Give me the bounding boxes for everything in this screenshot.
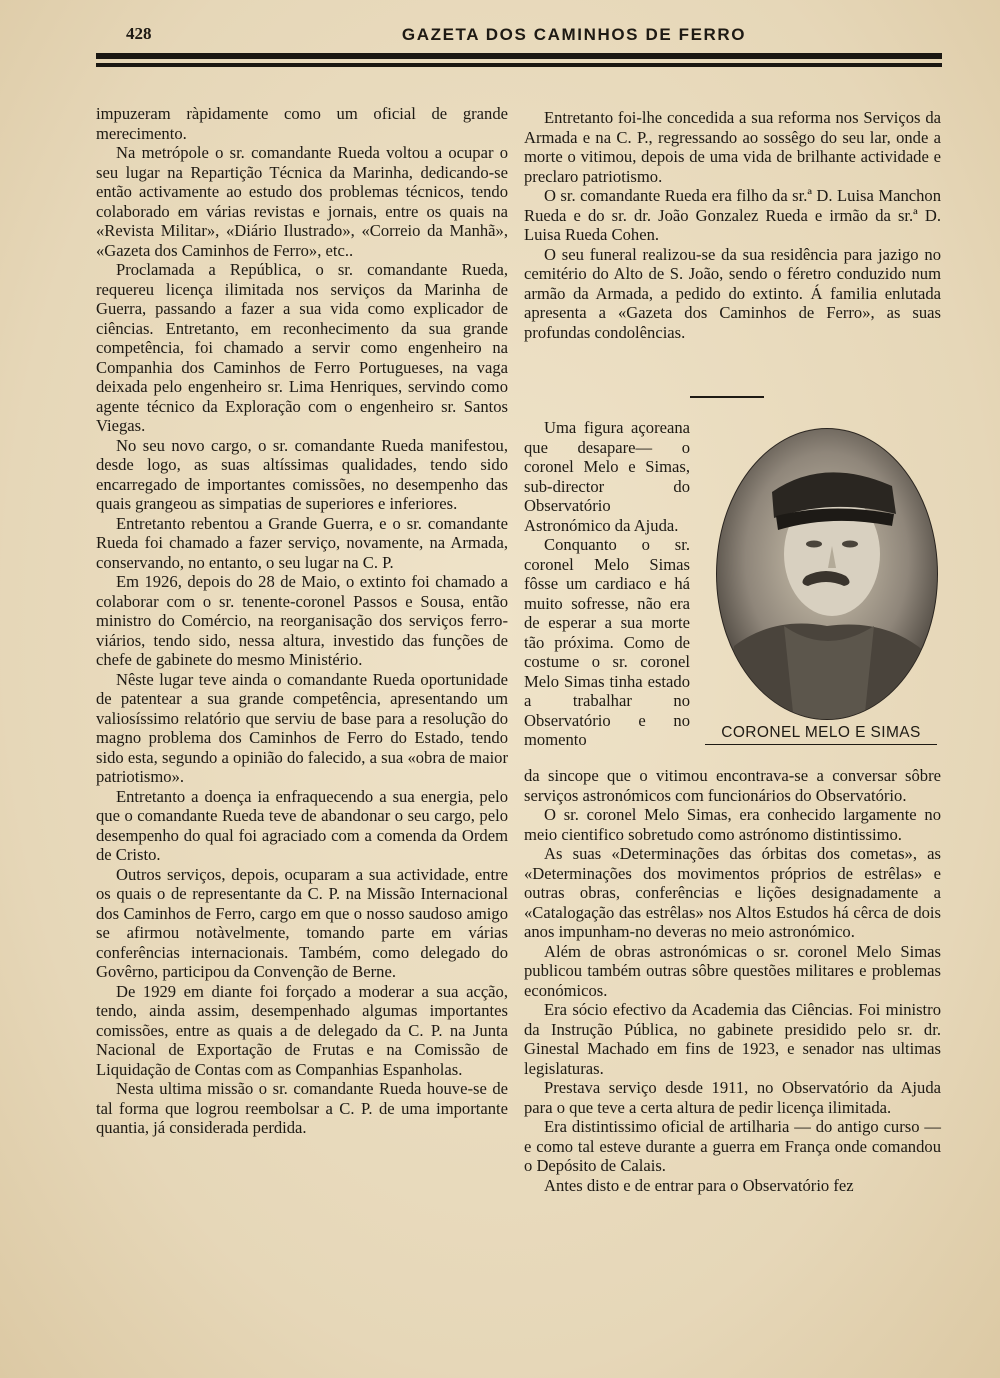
paragraph: Na metrópole o sr. comandante Rueda voltou a ocupar o seu lugar na Repartição Técnica da Marinha, dedicando-se então activamente ao estudo dos problemas técnicos, tendo colaborado em várias revistas e jornais, entre os quais na «Revista Militar», «Diário Ilustrado», «Correio da Manhã», «Gazeta dos Caminhos de Ferro», etc.. [96, 143, 508, 260]
paragraph: Entretanto foi-lhe concedida a sua reforma nos Serviços da Armada e na C. P., regressando ao sossêgo do seu lar, onde a morte o vitimou, depois de uma vida de brilhante actividade e preclaro patriotismo. [524, 108, 941, 186]
header-rule-thin [96, 63, 942, 67]
portrait-photo [714, 426, 940, 722]
right-column-narrow [524, 418, 690, 750]
right-column-bottom [524, 766, 941, 1195]
paragraph: Entretanto a doença ia enfraquecendo a sua energia, pelo que o comandante Rueda teve de abandonar o seu cargo, pelo desempenho do qual foi agraciado com a comenda da Ordem de Cristo. [96, 786, 508, 864]
paragraph: As suas «Determinações das órbitas dos cometas», as «Determinações dos movimentos próprios de estrêlas» e outras obras, conferências e lições designadamente a «Catalogação das estrêlas» nos Altos Estudos há cêrca de dois anos impunham-no deveras no meio astronómico. [524, 844, 941, 941]
paragraph: impuzeram ràpidamente como um oficial de grande merecimento. [96, 104, 508, 143]
paragraph: Prestava serviço desde 1911, no Observatório da Ajuda para o que teve a certa altura de pedir licença ilimitada. [524, 1078, 941, 1117]
paragraph: Conquanto o sr. coronel Melo Simas fôsse um cardiaco e há muito sofresse, não era de esperar a sua morte tão próxima. Como de costume o sr. coronel Melo Simas tinha estado a trabalhar no Observatório e no momento [524, 535, 690, 749]
paragraph: O seu funeral realizou-se da sua residência para jazigo no cemitério do Alto de S. João, sendo o féretro conduzido num armão da Armada, a pedido do extinto. Á familia enlutada apresenta a «Gazeta dos Caminhos de Ferro», as suas profundas condolências. [524, 244, 941, 342]
left-column [96, 104, 508, 1138]
paragraph: Uma figura açoreana que desapare— o coronel Melo e Simas, sub-director do Observatório Astronómico da Ajuda. [524, 418, 690, 535]
paragraph: da sincope que o vitimou encontrava-se a conversar sôbre serviços astronómicos com funcionários do Observatório. [524, 766, 941, 805]
section-divider [690, 396, 764, 398]
paragraph: Em 1926, depois do 28 de Maio, o extinto foi chamado a colaborar com o sr. tenente-coronel Passos e Sousa, então ministro do Comércio, na reorganisação dos serviços ferro-viários, tendo sido, nessa altura, investido das funções de chefe de gabinete do mesmo Ministério. [96, 572, 508, 669]
paragraph: No seu novo cargo, o sr. comandante Rueda manifestou, desde logo, as suas altíssimas qualidades, tendo sido encarregado de importantes comissões, no desempenho das quais grangeou as simpatias de superiores e inferiores. [96, 435, 508, 513]
page-header [96, 24, 942, 48]
paragraph: O sr. comandante Rueda era filho da sr.ª D. Luisa Manchon Rueda e do sr. dr. João Gonzalez Rueda e irmão da sr.ª D. Luisa Rueda Cohen. [524, 186, 941, 244]
paragraph: Nêste lugar teve ainda o comandante Rueda oportunidade de patentear a sua grande competência, apresentando um valiosíssimo relatório que serviu de base para a resolução do magno problema dos Caminhos de Ferro do Estado, tendo sido esta, segundo a opinião do falecido, a sua «obra de maior patriotismo». [96, 669, 508, 786]
portrait-caption: CORONEL MELO E SIMAS [705, 724, 937, 745]
paragraph: Além de obras astronómicas o sr. coronel Melo Simas publicou também outras sôbre questões militares e problemas económicos. [524, 941, 941, 1000]
paragraph: Antes disto e de entrar para o Observatório fez [544, 1175, 854, 1195]
paragraph: Outros serviços, depois, ocuparam a sua actividade, entre os quais o de representante da C. P. na Missão Internacional dos Caminhos de Ferro, cargo em que o nosso saudoso amigo se afirmou notàvelmente, tomando parte em várias conferências internacionais. Também, como delegado do Govêrno, participou da Convenção de Berne. [96, 864, 508, 981]
paragraph: Proclamada a República, o sr. comandante Rueda, requereu licença ilimitada nos serviços da Marinha de Guerra, passando a fazer a sua vida como explicador de ciências. Entretanto, em reconhecimento da sua grande competência, foi chamado a servir como engenheiro na Companhia dos Caminhos de Ferro Portugueses, na vaga deixada pelo engenheiro sr. Lima Henriques, servindo como agente técnico da Exploração com o engenheiro sr. Santos Viegas. [96, 260, 508, 435]
paragraph: De 1929 em diante foi forçado a moderar a sua acção, tendo, ainda assim, desempenhado algumas importantes comissões, entre as quais a de delegado da C. P. na Junta Nacional de Exportação de Frutas e na Comissão de Liquidação de Contas com as Companhias Espanholas. [96, 981, 508, 1079]
page-number: 428 [126, 24, 152, 43]
paragraph: Era distintissimo oficial de artilharia — do antigo curso — e como tal esteve durante a guerra em França onde comandou o Depósito de Calais. [524, 1117, 941, 1175]
header-rule-thick [96, 53, 942, 59]
right-column-top [524, 108, 941, 342]
journal-title: GAZETA DOS CAMINHOS DE FERRO [401, 25, 747, 44]
paragraph: Era sócio efectivo da Academia das Ciências. Foi ministro da Instrução Pública, no gabinete presidido pelo sr. dr. Ginestal Machado em fins de 1923, e senador nas ultimas legislaturas. [524, 1000, 941, 1078]
paragraph: O sr. coronel Melo Simas, era conhecido largamente no meio cientifico sobretudo como astrónomo distintissimo. [524, 805, 941, 844]
paragraph: Nesta ultima missão o sr. comandante Rueda houve-se de tal forma que logrou reembolsar a C. P. de uma importante quantia, já considerada perdida. [96, 1079, 508, 1137]
paragraph: Entretanto rebentou a Grande Guerra, e o sr. comandante Rueda foi chamado a fazer serviço, novamente, na Armada, conservando, no entanto, o seu lugar na C. P. [96, 513, 508, 572]
